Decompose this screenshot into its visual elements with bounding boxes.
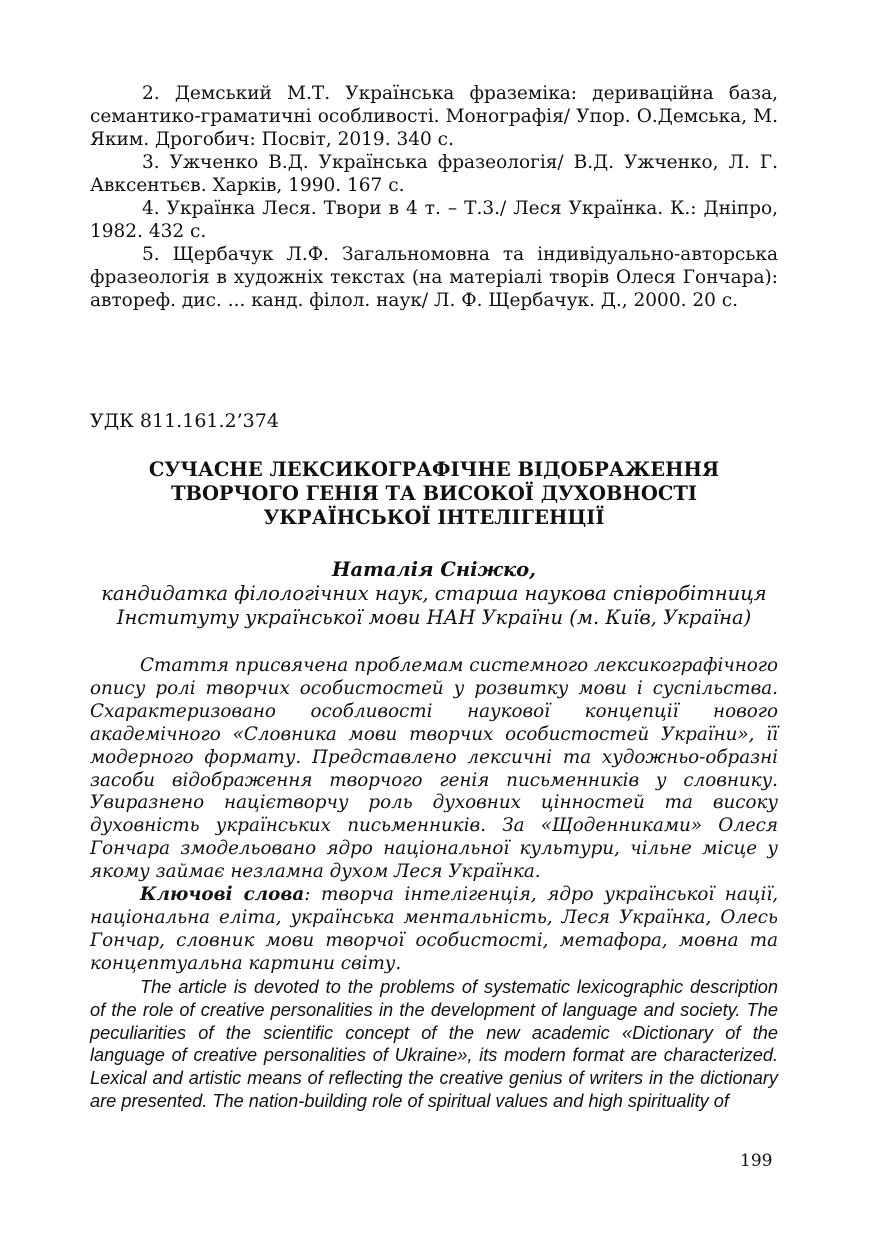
title-line: ТВОРЧОГО ГЕНІЯ ТА ВИСОКОЇ ДУХОВНОСТІ (170, 482, 698, 505)
reference-text: Ужченко В.Д. Українська фразеологія/ В.Д. Ужченко, Л. Г. Авксентьєв. Харків, 1990. 167 с. (90, 152, 778, 196)
keywords-paragraph (90, 884, 778, 976)
abstract-section (90, 655, 778, 1113)
reference-number: 4. (142, 198, 160, 219)
reference-number: 5. (142, 244, 160, 265)
abstract-english: The article is devoted to the problems of systematic lexicographic description of the role of creative personalities in the development of language and society. The peculiarities of the scientific concept of the new academic «Dictionary of the language of creative personalities of Ukraine», its modern format are characterized. Lexical and artistic means of reflecting the creative genius of writers in the dictionary are presented. The nation-building role of spiritual values and high spirituality of (90, 976, 778, 1112)
reference-item (90, 243, 778, 312)
keywords-text: : творча інтелігенція, ядро української нації, національна еліта, українська ментальність, Леся Українка, Олесь Гончар, словник мови творчої особистості, метафора, мовна та концептуальна картини світу. (90, 884, 779, 974)
author-block (90, 558, 778, 630)
article-title (90, 458, 778, 530)
author-affiliation: Інституту української мови НАН України (м. Київ, Україна) (116, 606, 752, 629)
reference-number: 3. (142, 152, 160, 173)
reference-text: Щербачук Л.Ф. Загальномовна та індивідуально-авторська фразеологія в художніх текстах (на матеріалі творів Олеся Гончара): автореф. дис. ... канд. філол. наук/ Л. Ф. Щербачук. Д., 2000. 20 с. (90, 244, 778, 311)
page-body (90, 82, 779, 1112)
reference-item (90, 82, 778, 151)
udk-code: УДК 811.161.2’374 (90, 410, 279, 432)
reference-item (90, 151, 778, 197)
reference-text: Демський М.Т. Українська фраземіка: дериваційна база, семантико-граматичні особливості. Монографія/ Упор. О.Демська, М. Яким. Дрогобич: Посвіт, 2019. 340 с. (90, 83, 778, 150)
title-line: СУЧАСНЕ ЛЕКСИКОГРАФІЧНЕ ВІДОБРАЖЕННЯ (148, 458, 720, 481)
title-line: УКРАЇНСЬКОЇ ІНТЕЛІГЕНЦІЇ (263, 506, 605, 529)
reference-number: 2. (142, 83, 160, 104)
reference-text: Українка Леся. Твори в 4 т. – Т.3./ Леся Українка. К.: Дніпро, 1982. 432 с. (90, 198, 779, 242)
abstract-ukrainian: Стаття присвячена проблемам системного лексикографічного опису ролі творчих особистостей у розвитку мови і суспільства. Схарактеризовано особливості наукової концепції нового академічного «Словника мови творчих особистостей України», її модерного формату. Представлено лексичні та художньо-образні засоби відображення творчого генія письменників у словнику. Увиразнено націєтворчу роль духовних цінностей та високу духовність українських письменників. За «Щоденниками» Олеся Гончара змодельовано ядро національної культури, чільне місце у якому займає незламна духом Леся Українка. (90, 655, 778, 883)
keywords-label: Ключові слова (140, 884, 305, 906)
page-number: 199 (740, 1151, 773, 1171)
reference-list (90, 82, 778, 312)
author-name: Наталія Сніжко, (332, 558, 536, 581)
reference-item (90, 197, 778, 243)
author-affiliation: кандидатка філологічних наук, старша наукова співробітниця (101, 582, 767, 605)
